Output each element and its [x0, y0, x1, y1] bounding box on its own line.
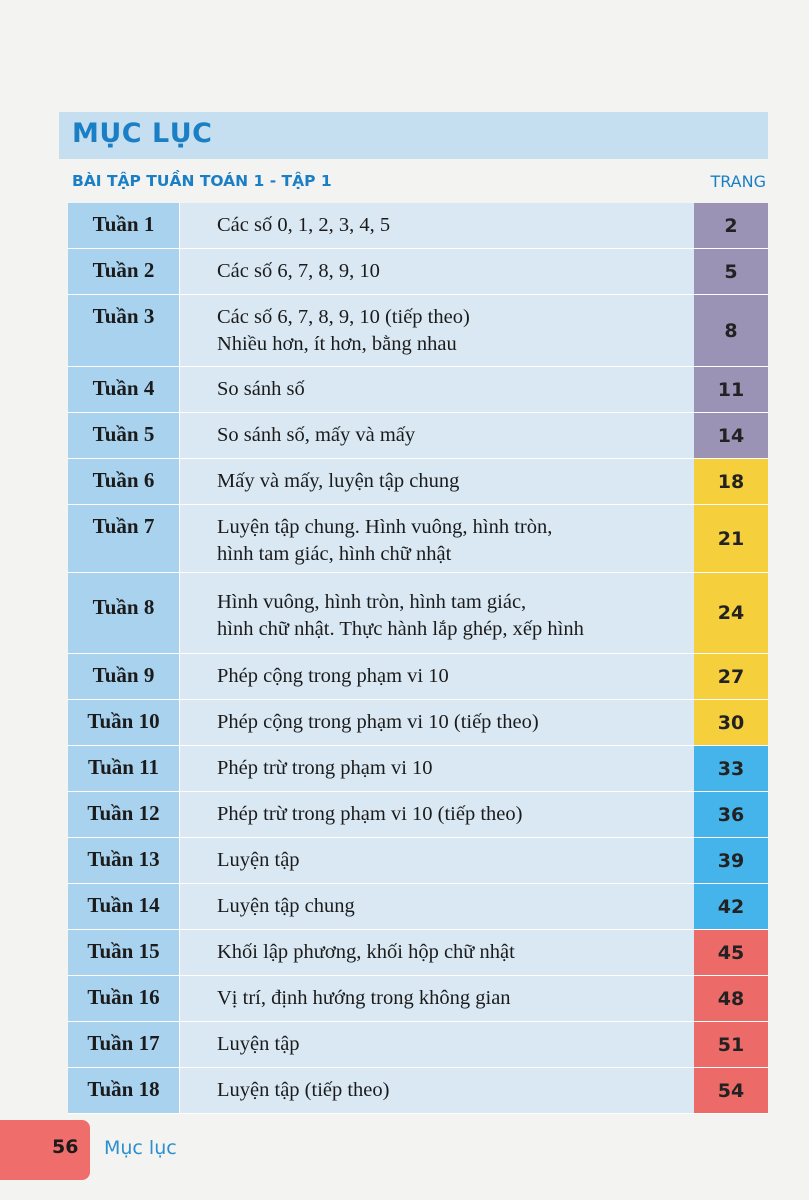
toc-row[interactable]: [68, 884, 768, 930]
toc-topic: [217, 212, 688, 239]
toc-page-number: 33: [694, 746, 768, 791]
toc-week-label: Tuần 11: [68, 746, 180, 791]
toc-page-number: 5: [694, 249, 768, 294]
toc-topic: [217, 801, 688, 828]
toc-topic: [217, 589, 688, 643]
toc-topic-line: Phép trừ trong phạm vi 10 (tiếp theo): [217, 803, 523, 825]
toc-week-label: Tuần 9: [68, 654, 180, 699]
toc-topic-line: Luyện tập: [217, 1033, 300, 1055]
toc-topic-line: Các số 6, 7, 8, 9, 10 (tiếp theo): [217, 306, 470, 328]
toc-week-label: Tuần 6: [68, 459, 180, 504]
toc-topic-line: hình chữ nhật. Thực hành lắp ghép, xếp hình: [217, 618, 584, 640]
toc-row[interactable]: [68, 654, 768, 700]
toc-topic: [217, 468, 688, 495]
toc-page-number: 27: [694, 654, 768, 699]
toc-page-number: 45: [694, 930, 768, 975]
toc-row[interactable]: [68, 295, 768, 367]
toc-topic-line: Nhiều hơn, ít hơn, bằng nhau: [217, 333, 457, 355]
toc-page-number: 36: [694, 792, 768, 837]
toc-topic: [217, 304, 688, 358]
toc-week-label: Tuần 8: [68, 573, 180, 653]
toc-topic: [217, 376, 688, 403]
toc-topic: [217, 985, 688, 1012]
toc-topic: [217, 755, 688, 782]
toc-page-number: 42: [694, 884, 768, 929]
toc-page-number: 18: [694, 459, 768, 504]
footer-section-label: Mục lục: [104, 1137, 177, 1159]
toc-page-number: 48: [694, 976, 768, 1021]
toc-topic-line: Phép cộng trong phạm vi 10 (tiếp theo): [217, 711, 539, 733]
toc-week-label: Tuần 13: [68, 838, 180, 883]
toc-row[interactable]: [68, 1068, 768, 1114]
toc-page-number: 30: [694, 700, 768, 745]
toc-page-number: 2: [694, 203, 768, 248]
toc-topic: [217, 422, 688, 449]
page-column-label: TRANG: [710, 172, 766, 191]
toc-week-label: Tuần 3: [68, 295, 180, 366]
toc-topic-line: Phép trừ trong phạm vi 10: [217, 757, 433, 779]
toc-topic-line: Vị trí, định hướng trong không gian: [217, 987, 511, 1009]
toc-topic-line: Khối lập phương, khối hộp chữ nhật: [217, 941, 515, 963]
toc-page-number: 14: [694, 413, 768, 458]
table-of-contents: [68, 203, 768, 1114]
book-subtitle: BÀI TẬP TUẦN TOÁN 1 - TẬP 1: [72, 172, 332, 190]
toc-week-label: Tuần 1: [68, 203, 180, 248]
toc-topic-line: Mấy và mấy, luyện tập chung: [217, 470, 460, 492]
toc-topic-line: Các số 6, 7, 8, 9, 10: [217, 260, 380, 282]
toc-page-number: 39: [694, 838, 768, 883]
toc-page-number: 21: [694, 505, 768, 572]
toc-week-label: Tuần 18: [68, 1068, 180, 1113]
toc-week-label: Tuần 16: [68, 976, 180, 1021]
toc-topic-line: Luyện tập chung. Hình vuông, hình tròn,: [217, 516, 553, 538]
toc-topic-line: Các số 0, 1, 2, 3, 4, 5: [217, 214, 391, 236]
toc-row[interactable]: [68, 930, 768, 976]
toc-week-label: Tuần 15: [68, 930, 180, 975]
toc-week-label: Tuần 4: [68, 367, 180, 412]
toc-topic-line: Phép cộng trong phạm vi 10: [217, 665, 449, 687]
toc-row[interactable]: [68, 459, 768, 505]
toc-topic: [217, 893, 688, 920]
toc-topic: [217, 514, 688, 568]
toc-row[interactable]: [68, 505, 768, 573]
toc-row[interactable]: [68, 838, 768, 884]
toc-topic: [217, 939, 688, 966]
page-title: MỤC LỤC: [72, 118, 213, 149]
toc-week-label: Tuần 10: [68, 700, 180, 745]
toc-page-number: 51: [694, 1022, 768, 1067]
toc-week-label: Tuần 14: [68, 884, 180, 929]
page-number: 56: [52, 1136, 79, 1158]
toc-topic-line: Hình vuông, hình tròn, hình tam giác,: [217, 591, 527, 613]
toc-topic-line: Luyện tập chung: [217, 895, 355, 917]
toc-topic: [217, 663, 688, 690]
toc-topic: [217, 1031, 688, 1058]
toc-row[interactable]: [68, 367, 768, 413]
toc-page-number: 11: [694, 367, 768, 412]
toc-page-number: 8: [694, 295, 768, 366]
toc-week-label: Tuần 12: [68, 792, 180, 837]
toc-row[interactable]: [68, 746, 768, 792]
toc-topic: [217, 258, 688, 285]
toc-row[interactable]: [68, 700, 768, 746]
toc-week-label: Tuần 2: [68, 249, 180, 294]
toc-topic-line: So sánh số, mấy và mấy: [217, 424, 416, 446]
toc-topic-line: Luyện tập (tiếp theo): [217, 1079, 390, 1101]
toc-topic: [217, 847, 688, 874]
toc-topic-line: So sánh số: [217, 378, 305, 400]
toc-topic: [217, 709, 688, 736]
toc-page-number: 54: [694, 1068, 768, 1113]
toc-row[interactable]: [68, 1022, 768, 1068]
toc-row[interactable]: [68, 792, 768, 838]
toc-topic: [217, 1077, 688, 1104]
toc-week-label: Tuần 17: [68, 1022, 180, 1067]
toc-topic-line: hình tam giác, hình chữ nhật: [217, 543, 452, 565]
toc-row[interactable]: [68, 573, 768, 654]
toc-row[interactable]: [68, 976, 768, 1022]
toc-row[interactable]: [68, 413, 768, 459]
toc-week-label: Tuần 7: [68, 505, 180, 572]
toc-page-number: 24: [694, 573, 768, 653]
toc-topic-line: Luyện tập: [217, 849, 300, 871]
toc-row[interactable]: [68, 249, 768, 295]
toc-week-label: Tuần 5: [68, 413, 180, 458]
toc-row[interactable]: [68, 203, 768, 249]
